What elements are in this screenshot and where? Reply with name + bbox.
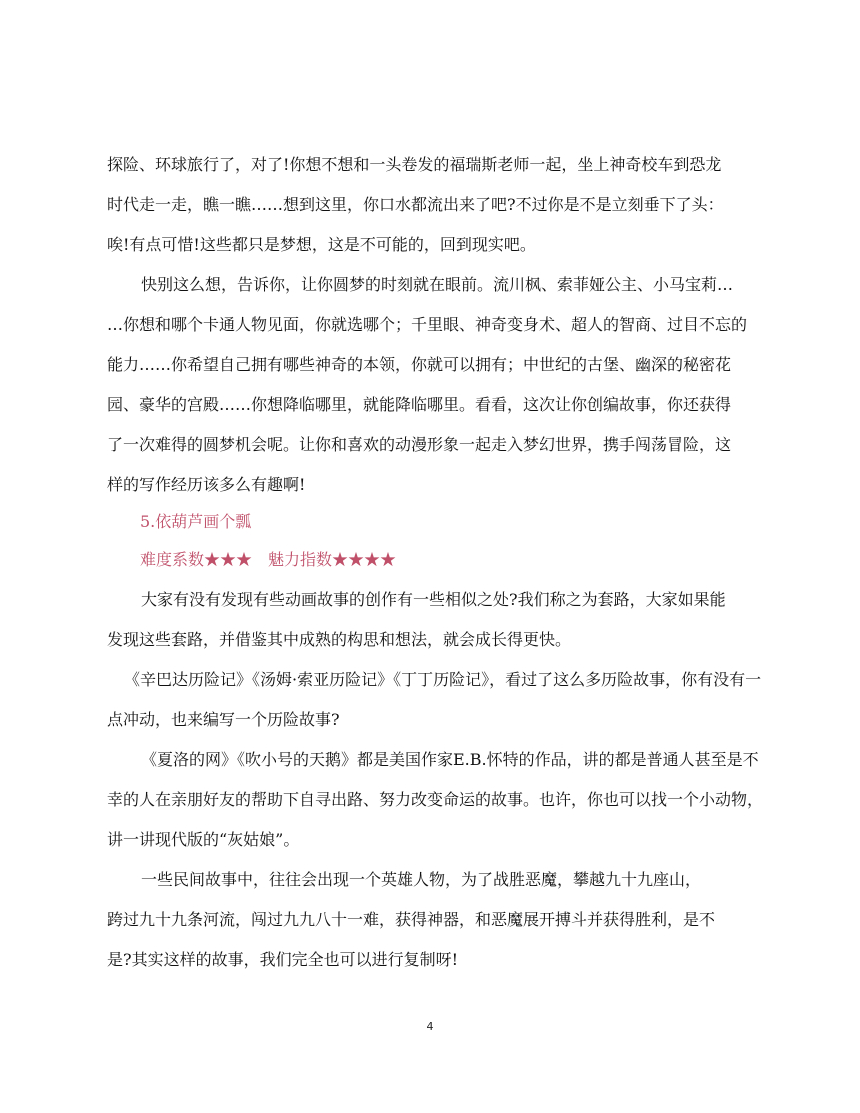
paragraph-line: 了一次难得的圆梦机会呢。让你和喜欢的动漫形象一起走入梦幻世界，携手闯荡冒险，这	[107, 435, 732, 454]
paragraph-line: 《夏洛的网》《吹小号的天鹅》都是美国作家E.B.怀特的作品，讲的都是普通人甚至是不	[141, 750, 759, 769]
paragraph-line: 探险、环球旅行了，对了!你想不想和一头卷发的福瑞斯老师一起，坐上神奇校车到恐龙	[107, 155, 722, 174]
rating-line: 难度系数★★★ 魅力指数★★★★	[140, 550, 397, 569]
paragraph-line: 能力……你希望自己拥有哪些神奇的本领，你就可以拥有；中世纪的古堡、幽深的秘密花	[107, 355, 732, 374]
paragraph-line: 快别这么想，告诉你，让你圆梦的时刻就在眼前。流川枫、索菲娅公主、小马宝莉…	[141, 275, 734, 294]
paragraph-line: 园、豪华的宫殿……你想降临哪里，就能降临哪里。看看，这次让你创编故事，你还获得	[107, 395, 732, 414]
paragraph-line: 一些民间故事中，往往会出现一个英雄人物，为了战胜恶魔，攀越九十九座山，	[141, 870, 702, 889]
paragraph-line: 跨过九十九条河流，闯过九九八十一难，获得神器，和恶魔展开搏斗并获得胜利，是不	[107, 910, 716, 929]
paragraph-line: 是?其实这样的故事，我们完全也可以进行复制呀!	[107, 950, 459, 969]
paragraph-line: 样的写作经历该多么有趣啊!	[107, 475, 306, 494]
section-heading: 5.依葫芦画个瓢	[140, 512, 252, 531]
paragraph-line: 发现这些套路，并借鉴其中成熟的构思和想法，就会成长得更快。	[107, 630, 572, 649]
paragraph-line: 唉!有点可惜!这些都只是梦想，这是不可能的，回到现实吧。	[107, 235, 536, 254]
paragraph-line: 大家有没有发现有些动画故事的创作有一些相似之处?我们称之为套路，大家如果能	[141, 590, 726, 609]
paragraph-line: 讲一讲现代版的“灰姑娘”。	[107, 830, 300, 849]
page-number: 4	[426, 1020, 434, 1033]
paragraph-line: 幸的人在亲朋好友的帮助下自寻出路、努力改变命运的故事。也许，你也可以找一个小动物，	[107, 790, 764, 809]
paragraph-line: 点冲动，也来编写一个历险故事?	[107, 710, 340, 729]
paragraph-line: 时代走一走，瞧一瞧……想到这里，你口水都流出来了吧?不过你是不是立刻垂下了头：	[107, 195, 724, 214]
paragraph-line: …你想和哪个卡通人物见面，你就选哪个；千里眼、神奇变身术、超人的智商、过目不忘的	[107, 315, 748, 334]
paragraph-line: 《辛巴达历险记》《汤姆·索亚历险记》《丁丁历险记》，看过了这么多历险故事，你有没有一	[124, 670, 762, 689]
